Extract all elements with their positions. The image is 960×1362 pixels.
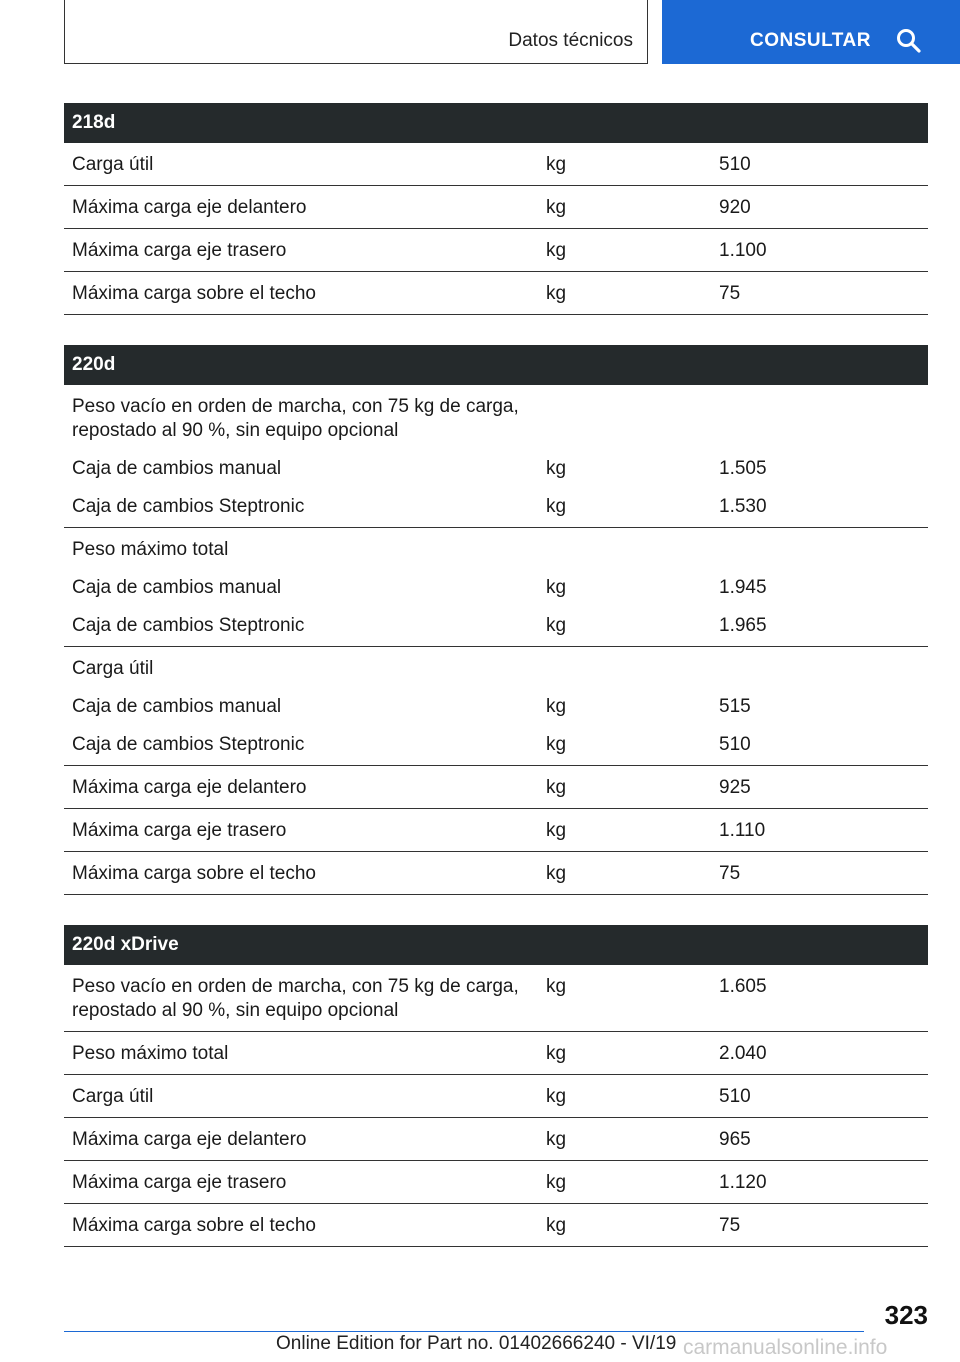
row-label: Caja de cambios manual (72, 696, 282, 717)
row-label: Caja de cambios manual (72, 458, 282, 479)
row-value: 75 (711, 1204, 928, 1247)
row-value (711, 647, 928, 686)
row-label: Caja de cambios manual (72, 577, 282, 598)
row-label: Máxima carga sobre el techo (64, 272, 538, 315)
consult-button[interactable] (662, 0, 960, 64)
model-header: 220d xDrive (64, 925, 928, 965)
row-value: 1.530 (711, 485, 928, 528)
row-unit: kg (538, 1161, 711, 1204)
row-value (711, 528, 928, 567)
section-tab (64, 0, 648, 64)
row-label: Carga útil (64, 143, 538, 186)
row-label: Caja de cambios Steptronic (64, 604, 538, 647)
page-number: 323 (884, 1300, 928, 1330)
row-label: Máxima carga sobre el techo (64, 1204, 538, 1247)
model-header: 220d (64, 345, 928, 385)
spec-table (64, 925, 928, 1247)
row-value: 510 (711, 1075, 928, 1118)
row-label: Máxima carga eje trasero (64, 229, 538, 272)
table-row (64, 528, 928, 567)
row-unit: kg (538, 604, 711, 647)
row-unit: kg (546, 458, 567, 479)
table-row (64, 852, 928, 895)
row-label: Peso vacío en orden de marcha, con 75 kg de carga, repostado al 90 %, sin equipo opcional (64, 965, 538, 1032)
row-value: 1.605 (711, 965, 928, 1032)
row-value: 965 (711, 1118, 928, 1161)
search-icon (896, 28, 922, 54)
row-unit (538, 385, 711, 447)
row-value: 1.505 (719, 458, 767, 479)
row-value: 925 (711, 766, 928, 809)
row-unit: kg (538, 1032, 711, 1075)
footer-divider (64, 1331, 864, 1332)
row-unit: kg (538, 809, 711, 852)
row-unit: kg (538, 1075, 711, 1118)
row-unit: kg (538, 965, 711, 1032)
table-row (64, 766, 928, 809)
row-value: 1.100 (711, 229, 928, 272)
table-row (64, 1204, 928, 1247)
row-label: Máxima carga eje delantero (64, 1118, 538, 1161)
row-label: Caja de cambios Steptronic (64, 723, 538, 766)
row-value: 2.040 (711, 1032, 928, 1075)
table-row (64, 1161, 928, 1204)
spec-table (64, 103, 928, 315)
table-row (64, 685, 928, 723)
table-row (64, 143, 928, 186)
row-value (711, 385, 928, 447)
row-label: Peso máximo total (64, 1032, 538, 1075)
table-row (64, 566, 928, 604)
table-row (64, 965, 928, 1032)
row-value: 510 (711, 143, 928, 186)
row-unit: kg (538, 1204, 711, 1247)
row-value: 510 (711, 723, 928, 766)
row-label: Máxima carga eje delantero (64, 186, 538, 229)
row-unit: kg (538, 852, 711, 895)
row-unit: kg (538, 272, 711, 315)
row-value: 920 (711, 186, 928, 229)
table-row (64, 385, 928, 447)
consult-label: CONSULTAR (750, 30, 871, 51)
row-value: 515 (719, 696, 751, 717)
row-unit: kg (538, 229, 711, 272)
row-unit (538, 528, 711, 567)
table-row (64, 723, 928, 766)
row-label: Máxima carga eje trasero (64, 1161, 538, 1204)
row-unit: kg (538, 1118, 711, 1161)
row-unit: kg (538, 723, 711, 766)
spec-tables (64, 103, 928, 1277)
edition-text: Online Edition for Part no. 01402666240 - VI/19 (276, 1333, 677, 1354)
row-label: Peso vacío en orden de marcha, con 75 kg de carga, repostado al 90 %, sin equipo opcional (72, 396, 519, 441)
row-value: 75 (711, 852, 928, 895)
row-value: 1.110 (711, 809, 928, 852)
row-unit: kg (538, 485, 711, 528)
watermark: carmanualsonline.info (683, 1336, 888, 1359)
row-label: Carga útil (64, 1075, 538, 1118)
row-unit: kg (546, 577, 567, 598)
row-unit: kg (538, 143, 711, 186)
row-unit: kg (538, 766, 711, 809)
row-label: Carga útil (72, 658, 154, 679)
table-row (64, 1075, 928, 1118)
table-row (64, 485, 928, 528)
table-row (64, 604, 928, 647)
row-label: Peso máximo total (72, 539, 229, 560)
row-value: 1.120 (711, 1161, 928, 1204)
row-label: Máxima carga eje delantero (64, 766, 538, 809)
row-label: Caja de cambios Steptronic (64, 485, 538, 528)
row-value: 1.965 (711, 604, 928, 647)
table-row (64, 272, 928, 315)
table-row (64, 647, 928, 686)
table-row (64, 447, 928, 485)
table-row (64, 186, 928, 229)
table-row (64, 1118, 928, 1161)
row-unit (538, 647, 711, 686)
table-row (64, 809, 928, 852)
row-value: 75 (711, 272, 928, 315)
table-row (64, 1032, 928, 1075)
row-unit: kg (538, 186, 711, 229)
spec-table (64, 345, 928, 895)
row-unit: kg (546, 696, 567, 717)
section-title: Datos técnicos (508, 30, 633, 51)
table-row (64, 229, 928, 272)
page-header (0, 0, 960, 66)
model-header: 218d (64, 103, 928, 143)
row-value: 1.945 (719, 577, 767, 598)
row-label: Máxima carga eje trasero (64, 809, 538, 852)
row-label: Máxima carga sobre el techo (64, 852, 538, 895)
